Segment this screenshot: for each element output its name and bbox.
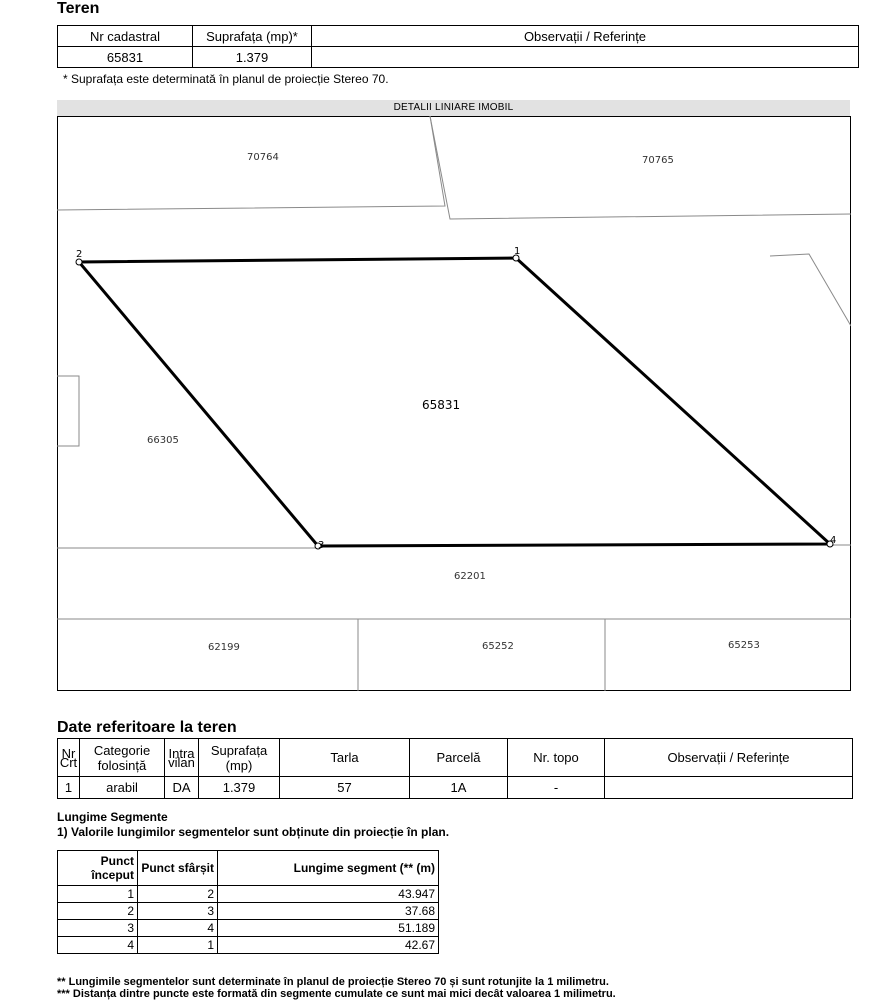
header-nr-cadastral: Nr cadastral [58,26,193,47]
section-title-date: Date referitoare la teren [57,719,237,736]
cell-suprafata: 1.379 [199,777,280,799]
header-categorie: Categorie folosință [80,739,165,777]
cell-nr-crt: 1 [58,777,80,799]
table-row [58,777,853,799]
parcel-label-65253: 65253 [728,640,760,651]
header-observatii: Observații / Referințe [312,26,859,47]
footnote: * Suprafața este determinată în planul de proiecție Stereo 70. [63,72,389,86]
table-header-row [58,739,853,777]
header-observatii: Observații / Referințe [605,739,853,777]
parcel-label-62199: 62199 [208,642,240,653]
header-suprafata: Suprafața (mp)* [193,26,312,47]
plan-header: DETALII LINIARE IMOBIL [57,100,850,116]
cell-nr-cadastral: 65831 [58,47,193,68]
parcel-label-62201: 62201 [454,571,486,582]
segments-title: Lungime Segmente [57,810,168,824]
cell-observatii [312,47,859,68]
header-nr-crt: Nr Crt [58,739,80,777]
cell-end: 3 [138,903,218,920]
cell-intravilan: DA [165,777,199,799]
cell-parcela: 1A [410,777,508,799]
cell-length: 37.68 [218,903,439,920]
header-tarla: Tarla [280,739,410,777]
note-cumulative-distance: *** Distanța dintre puncte este formată din segmente cumulate ce sunt mai mici decât valoarea 1 milimetru. [57,988,616,1000]
header-punct-sfarsit: Punct sfârșit [138,851,218,886]
point-label-3: 3 [318,540,325,551]
cell-start: 1 [58,886,138,903]
note-segment-lengths: ** Lungimile segmentelor sunt determinate în planul de proiecție Stereo 70 și sunt rotunjite la 1 milimetru. [57,976,609,988]
table-row [58,920,439,937]
point-label-2: 2 [76,249,83,260]
table-row [58,903,439,920]
cell-start: 3 [58,920,138,937]
cell-length: 51.189 [218,920,439,937]
cell-start: 2 [58,903,138,920]
cell-end: 4 [138,920,218,937]
header-parcela: Parcelă [410,739,508,777]
segments-table [57,850,439,954]
header-suprafata: Suprafața (mp) [199,739,280,777]
plan-drawing [57,116,851,691]
header-intravilan: Intra vilan [165,739,199,777]
parcel-label-70764: 70764 [247,152,279,163]
parcel-label-65831: 65831 [422,398,461,412]
cell-tarla: 57 [280,777,410,799]
table-row [58,47,859,68]
header-lungime: Lungime segment (** (m) [218,851,439,886]
cell-end: 1 [138,937,218,954]
point-label-4: 4 [830,535,837,546]
cell-start: 4 [58,937,138,954]
cell-suprafata: 1.379 [193,47,312,68]
date-table [57,738,853,799]
table-header-row [58,26,859,47]
cell-observatii [605,777,853,799]
parcel-label-70765: 70765 [642,155,674,166]
segments-subtitle: 1) Valorile lungimilor segmentelor sunt obținute din proiecție în plan. [57,825,450,839]
cell-length: 42.67 [218,937,439,954]
header-nr-topo: Nr. topo [508,739,605,777]
section-title-teren: Teren [57,0,100,17]
cell-categorie: arabil [80,777,165,799]
table-row [58,937,439,954]
cell-end: 2 [138,886,218,903]
point-label-1: 1 [514,246,521,257]
cell-nr-topo: - [508,777,605,799]
teren-table [57,25,859,68]
table-row [58,886,439,903]
parcel-label-65252: 65252 [482,641,514,652]
parcel-label-66305: 66305 [147,435,179,446]
table-header-row [58,851,439,886]
header-punct-inceput: Punct început [58,851,138,886]
cell-length: 43.947 [218,886,439,903]
